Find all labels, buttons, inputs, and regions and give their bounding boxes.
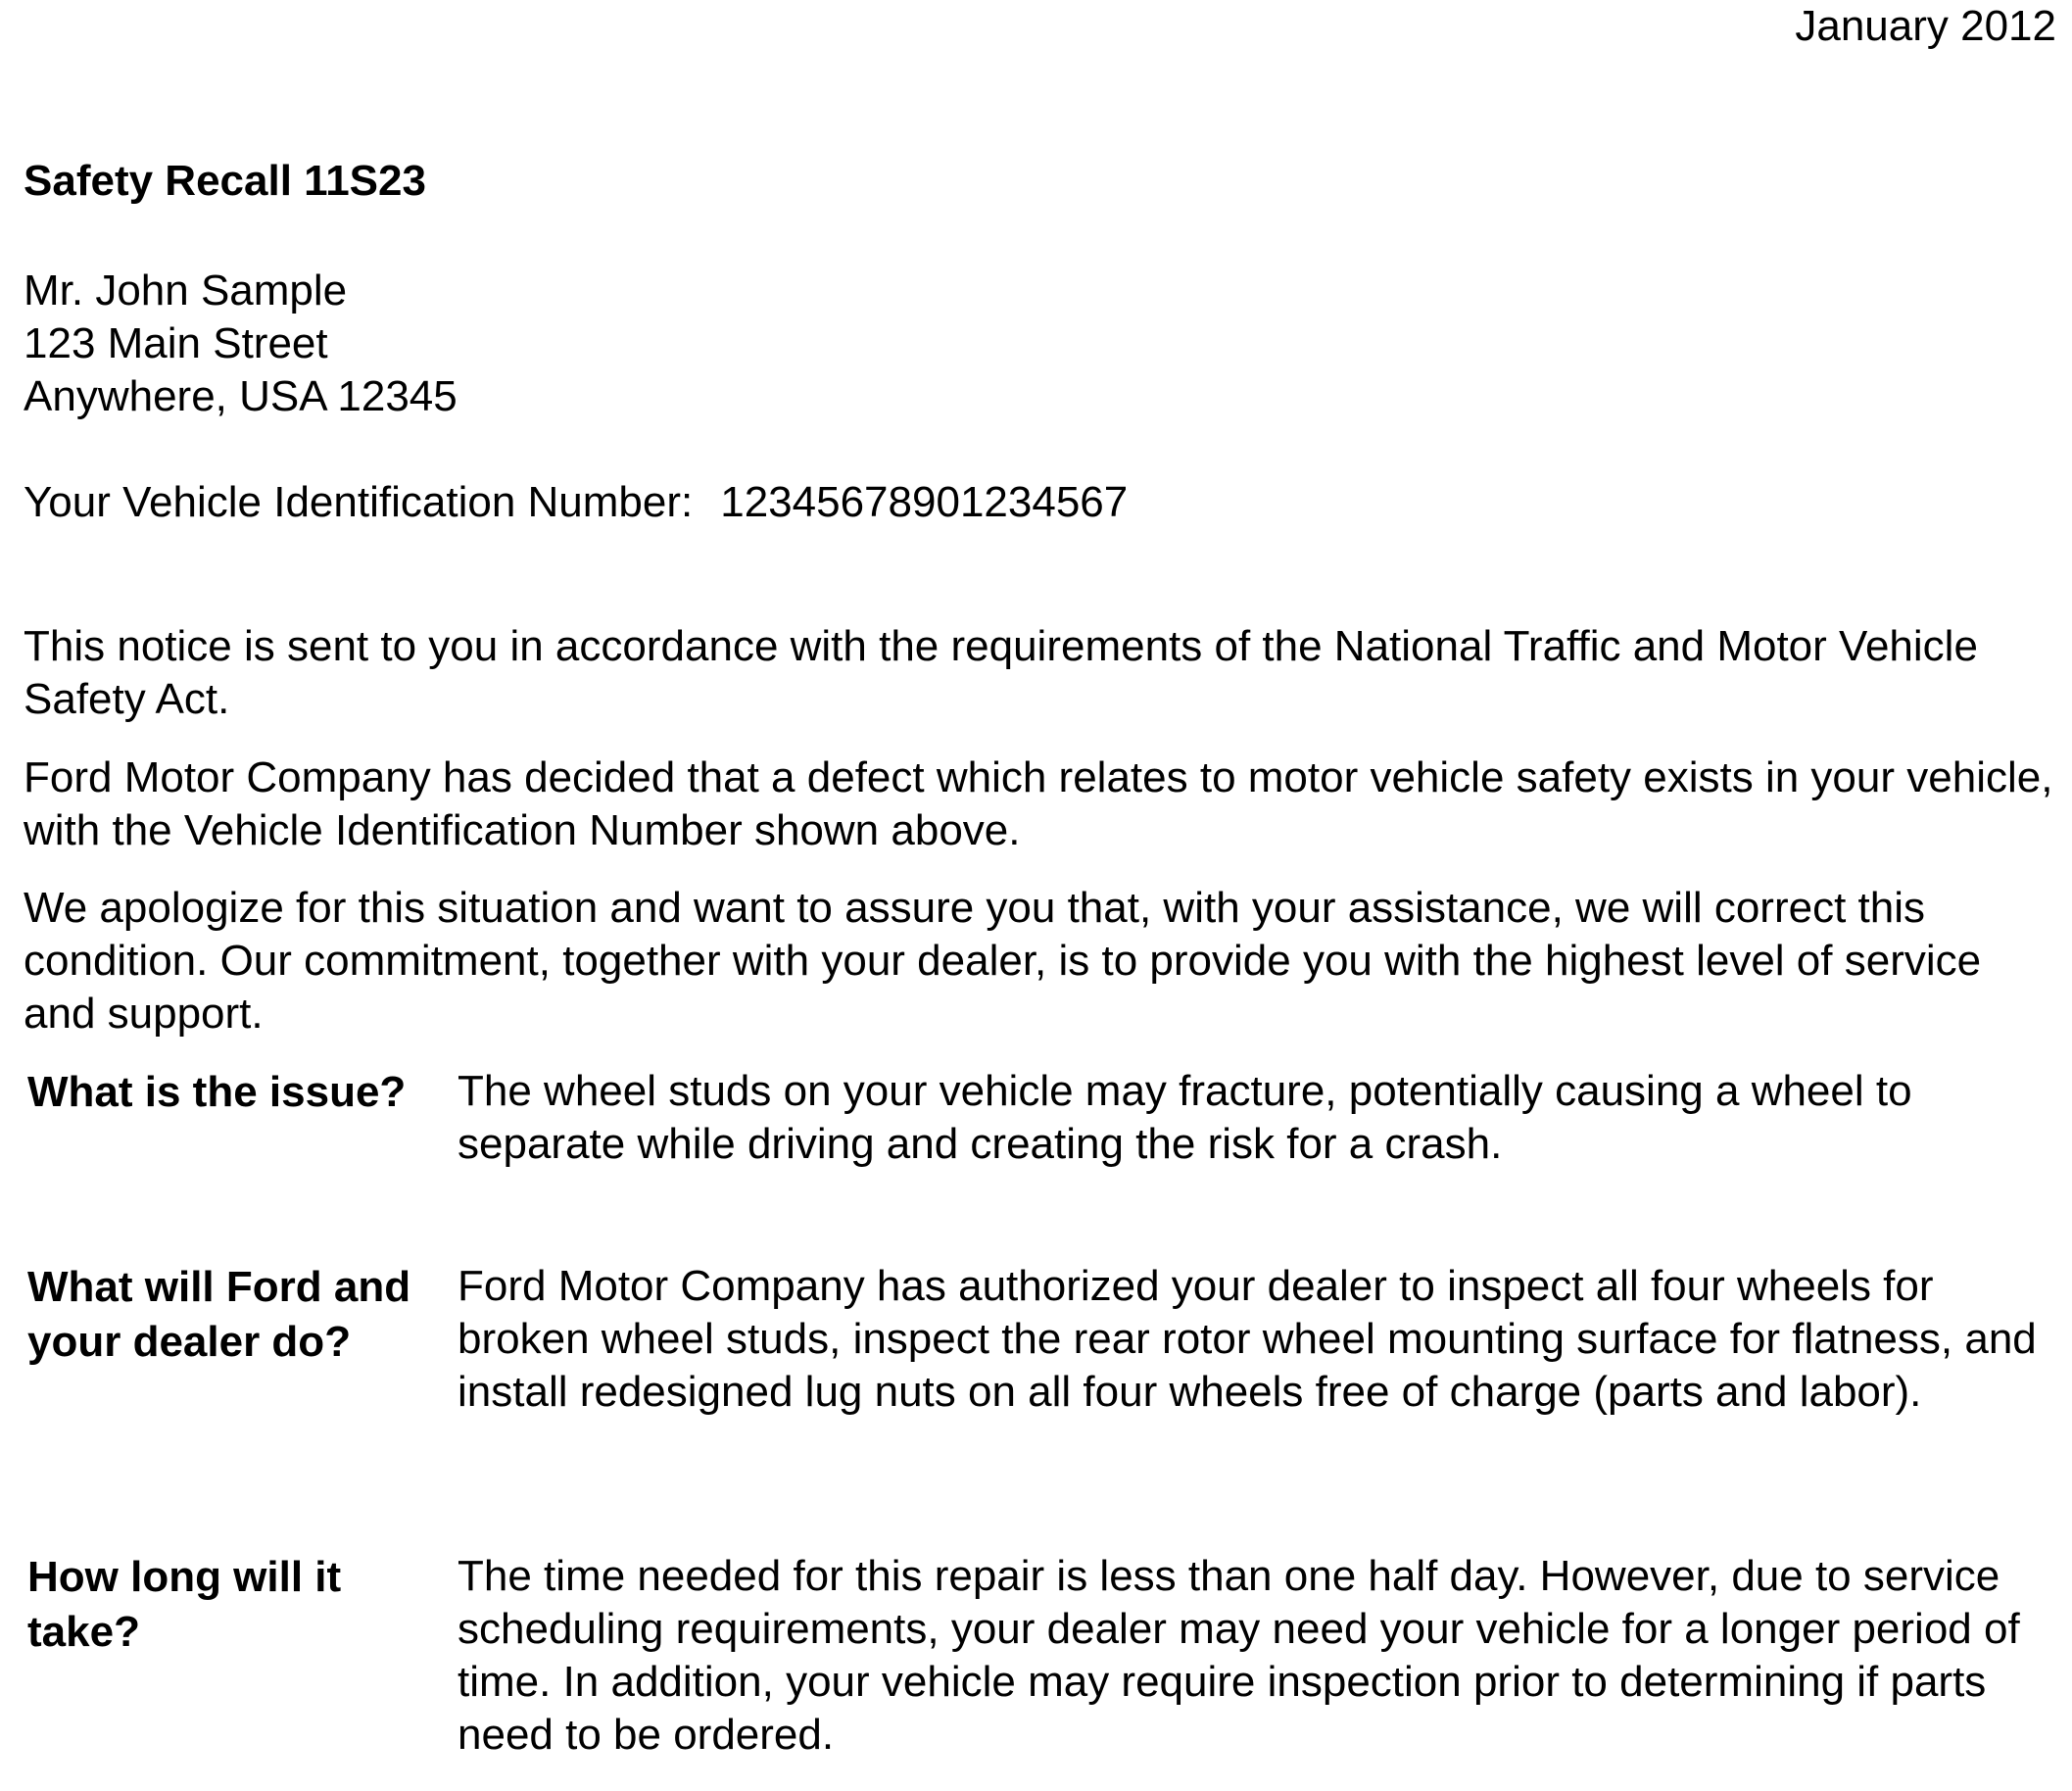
question-duration: How long will it take? xyxy=(27,1553,342,1656)
paragraph-defect: Ford Motor Company has decided that a defect which relates to motor vehicle safety exists in your vehicle, with the Vehicle Identification Number shown above. xyxy=(24,753,2053,854)
letter-date: January 2012 xyxy=(1795,2,2056,50)
recipient-city: Anywhere, USA 12345 xyxy=(24,372,458,420)
paragraph-notice: This notice is sent to you in accordance with the requirements of the National Traffic and Motor Vehicle Safety Act. xyxy=(24,622,1978,723)
paragraph-apology: We apologize for this situation and want to assure you that, with your assistance, we will correct this condition. Our commitment, together with your dealer, is to provide you with the highest level of service and support. xyxy=(24,884,1982,1038)
vin-line xyxy=(24,476,1128,529)
recipient-street: 123 Main Street xyxy=(24,319,328,367)
question-remedy: What will Ford and your dealer do? xyxy=(27,1263,411,1366)
vin-value: 12345678901234567 xyxy=(720,478,1129,526)
recipient-address xyxy=(24,265,458,423)
answer-duration: The time needed for this repair is less than one half day. However, due to service scheduling requirements, your dealer may need your vehicle for a longer period of time. In addition, your vehicle may require inspection prior to determining if parts need to be ordered. xyxy=(458,1552,2020,1759)
vin-label: Your Vehicle Identification Number: xyxy=(24,478,694,526)
recipient-name: Mr. John Sample xyxy=(24,266,348,315)
question-issue: What is the issue? xyxy=(27,1068,407,1116)
answer-issue: The wheel studs on your vehicle may fracture, potentially causing a wheel to separate while driving and creating the risk for a crash. xyxy=(458,1067,1912,1168)
recall-title: Safety Recall 11S23 xyxy=(24,157,426,205)
answer-remedy: Ford Motor Company has authorized your dealer to inspect all four wheels for broken wheel studs, inspect the rear rotor wheel mounting surface for flatness, and install redesigned lug nuts on all four wheels free of charge (parts and labor). xyxy=(458,1262,2037,1416)
